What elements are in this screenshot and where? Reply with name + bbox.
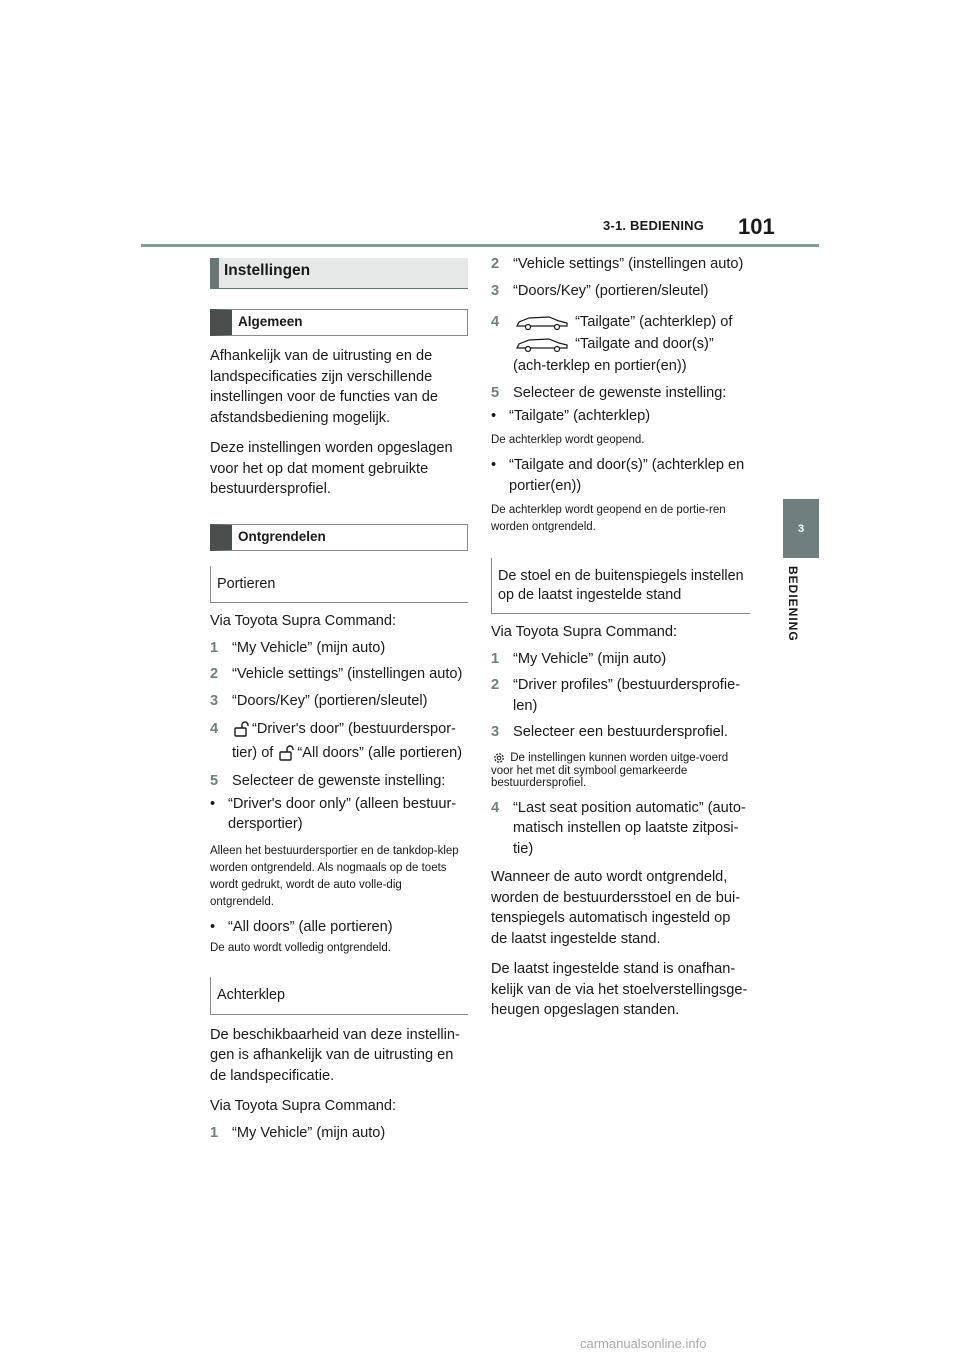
- step-item: 2 “Driver profiles” (bestuurdersprofie-len): [491, 677, 741, 714]
- left-column: [210, 258, 468, 1149]
- profile-note: De instellingen kunnen worden uitge-voerd voor het met dit symbool gemarkeerde bestuurdersprofiel.: [491, 751, 729, 789]
- step-item: 3 “Doors/Key” (portieren/sleutel): [491, 282, 709, 299]
- subheading-tailgate: Achterklep: [210, 977, 468, 1015]
- step-item: 2 “Vehicle settings” (instellingen auto): [491, 256, 744, 272]
- step-item: 5 Selecteer de gewenste instelling:: [210, 773, 446, 789]
- step-item: 2 “Vehicle settings” (instellingen auto): [210, 666, 463, 682]
- gear-icon: [491, 751, 507, 765]
- section-heading: Instellingen: [210, 258, 468, 289]
- list-item: • “Driver's door only” (alleen bestuur-dersportier): [210, 795, 457, 832]
- paragraph: Wanneer de auto wordt ontgrendeld, worden de bestuurdersstoel en de bui-tenspiegels automatisch ingesteld op de laatst ingestelde stand.: [491, 869, 741, 947]
- car-tailgate-icon: [513, 313, 571, 331]
- paragraph: Via Toyota Supra Command:: [491, 624, 678, 640]
- step-item: 4 “Driver's door” (bestuurderspor-tier) of “All doors” (alle portieren): [210, 721, 463, 761]
- unlock-icon: [277, 745, 297, 761]
- unlock-icon: [232, 721, 252, 737]
- page-number: 101: [738, 214, 775, 239]
- subheading-general: Algemeen: [210, 309, 468, 336]
- subheading-doors: Portieren: [210, 566, 468, 604]
- paragraph: Via Toyota Supra Command:: [210, 613, 397, 629]
- header-rule: [141, 244, 819, 247]
- watermark-text: carmanualsonline.info: [580, 1336, 707, 1351]
- list-item: • “Tailgate and door(s)” (achterklep en portier(en)): [491, 457, 745, 494]
- list-item: • “Tailgate” (achterklep): [491, 407, 651, 424]
- subheading-unlock: Ontgrendelen: [210, 524, 468, 551]
- chapter-title: 3-1. BEDIENING: [603, 218, 705, 233]
- paragraph: Deze instellingen worden opgeslagen voor het op dat moment gebruikte bestuurdersprofiel.: [210, 440, 453, 497]
- subheading-seat: De stoel en de buitenspiegels instellen op de laatst ingestelde stand: [491, 558, 750, 614]
- small-note: De achterklep wordt geopend.: [491, 434, 645, 446]
- step-item: 1 “My Vehicle” (mijn auto): [210, 639, 386, 656]
- paragraph: De beschikbaarheid van deze instellin-gen is afhankelijk van de uitrusting en de landspecificatie.: [210, 1026, 460, 1084]
- step-item: 1 “My Vehicle” (mijn auto): [491, 650, 667, 667]
- paragraph: Afhankelijk van de uitrusting en de landspecificaties zijn verschillende instellingen voor de functies van de afstandsbediening mogelijk.: [210, 348, 438, 426]
- step-item: 3 “Doors/Key” (portieren/sleutel): [210, 692, 428, 709]
- step-item: 1 “My Vehicle” (mijn auto): [210, 1124, 386, 1141]
- paragraph: De laatst ingestelde stand is onafhan-kelijk van de via het stoelverstellingsge-heugen opgeslagen standen.: [491, 961, 748, 1018]
- paragraph: Via Toyota Supra Command:: [210, 1098, 397, 1114]
- car-door-icon: [513, 335, 571, 353]
- step-item: 3 Selecteer een bestuurdersprofiel.: [491, 724, 728, 740]
- step-item: 4 “Last seat position automatic” (auto-matisch instellen op laatste zitposi-tie): [491, 799, 746, 857]
- small-note: De achterklep wordt geopend en de portie-ren worden ontgrendeld.: [491, 504, 726, 533]
- step-item: 5 Selecteer de gewenste instelling:: [491, 385, 727, 401]
- step-item: 4 “Tailgate” (achterklep) of “Tailgate and door(s)” (ach-terklep en portier(en)): [491, 314, 733, 374]
- list-item: • “All doors” (alle portieren): [210, 918, 393, 935]
- small-note: De auto wordt volledig ontgrendeld.: [210, 942, 391, 954]
- right-column: [491, 254, 749, 1031]
- chapter-tab-label: BEDIENING: [786, 566, 800, 642]
- small-note: Alleen het bestuurdersportier en de tankdop-klep worden ontgrendeld. Als nogmaals op de toets wordt gedrukt, wordt de auto volle-dig ontgrendeld.: [210, 844, 459, 908]
- chapter-tab[interactable]: 3: [783, 499, 819, 558]
